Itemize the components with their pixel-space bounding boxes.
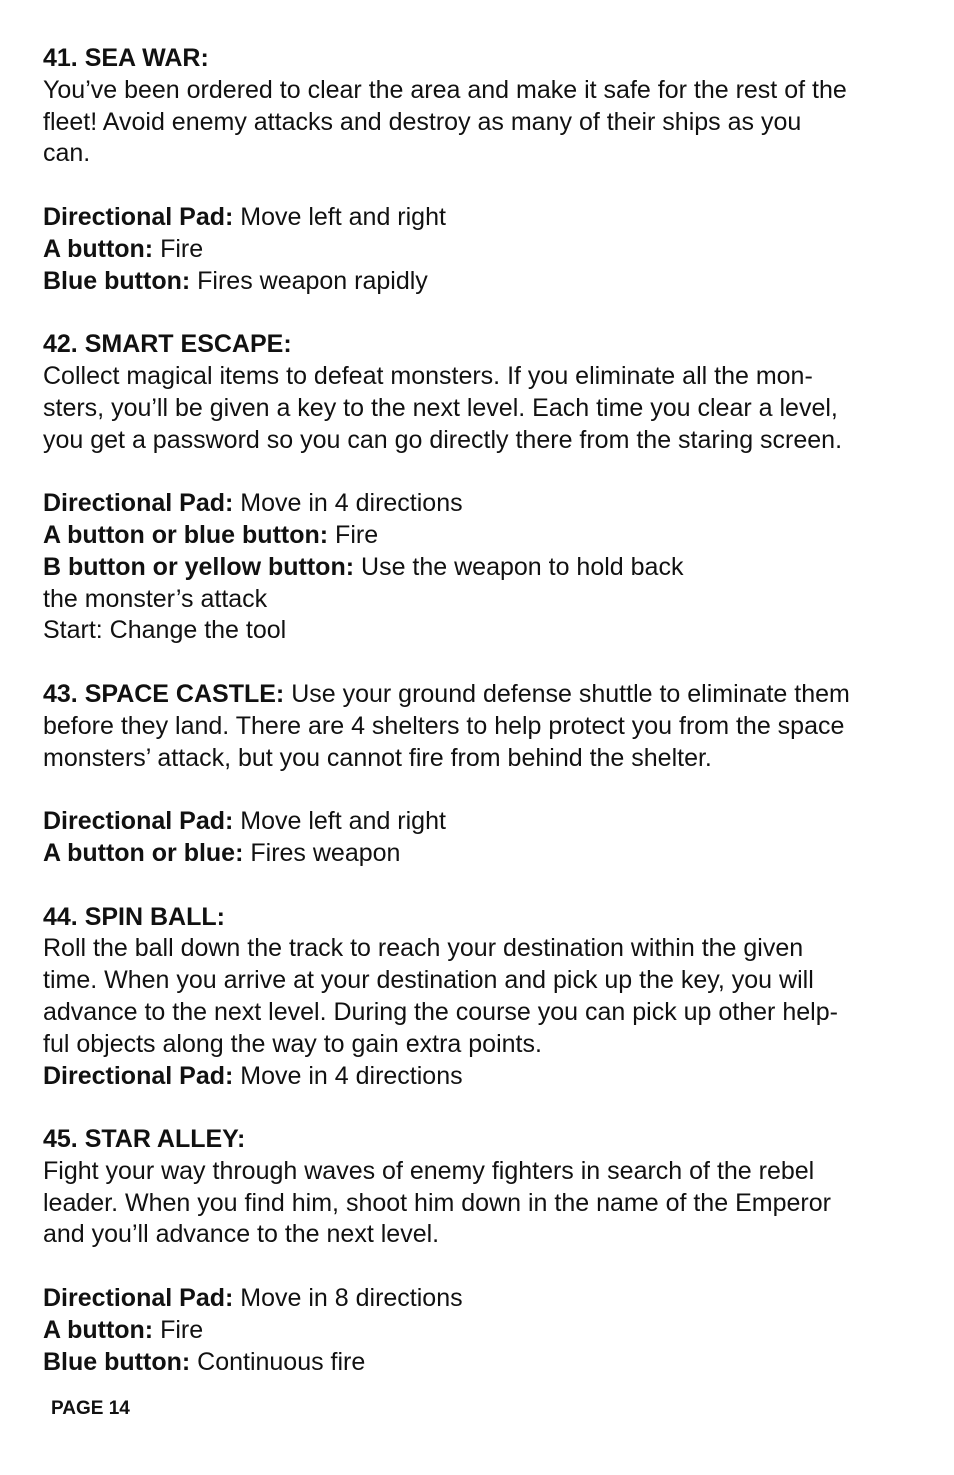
game-section-spin-ball [43,902,923,1093]
control-line [43,1283,923,1315]
spacer [43,870,923,902]
control-key: Directional Pad: [43,1061,234,1090]
control-action: Move left and right [233,807,446,836]
section-description-line: Fight your way through waves of enemy fighters in search of the rebel [43,1156,815,1185]
control-action: Continuous fire [190,1347,366,1376]
control-line [43,488,923,520]
section-description-line: Use your ground defense shuttle to eliminate them [284,679,850,708]
control-line [43,266,923,298]
section-description-line: Roll the ball down the track to reach your destination within the given [43,934,804,963]
control-key: Blue button: [43,266,191,295]
control-action: Fire [153,1315,204,1344]
manual-page [43,43,923,1378]
control-line [43,234,923,266]
section-description-line: fleet! Avoid enemy attacks and destroy as many of their ships as you [43,107,802,136]
control-line [43,838,923,870]
spacer [43,774,923,806]
control-action: Fire [153,234,204,263]
control-action: Fire [328,520,379,549]
control-key: Directional Pad: [43,202,234,231]
game-section-star-alley [43,1124,923,1378]
section-heading: 43. SPACE CASTLE: [43,679,285,708]
section-description-line: can. [43,139,91,168]
section-description-line: Collect magical items to defeat monsters. If you eliminate all the mon- [43,361,813,390]
control-line [43,1347,923,1379]
section-description-line: monsters’ attack, but you cannot fire from behind the shelter. [43,743,712,772]
control-action: Move in 8 directions [233,1284,463,1313]
spacer [43,297,923,329]
section-description-line: advance to the next level. During the course you can pick up other help- [43,997,838,1026]
control-line [43,1315,923,1347]
control-line [43,1061,923,1093]
page-number: PAGE 14 [51,1398,130,1419]
control-line [43,520,923,552]
section-heading: 44. SPIN BALL: [43,902,225,931]
section-description-line: you get a password so you can go directly there from the staring screen. [43,425,843,454]
spacer [43,1251,923,1283]
control-line [43,552,923,584]
section-heading: 42. SMART ESCAPE: [43,330,292,359]
control-key: Directional Pad: [43,807,234,836]
control-line-start: Start: Change the tool [43,616,287,645]
control-key: B button or yellow button: [43,552,355,581]
section-description-line: before they land. There are 4 shelters to help protect you from the space [43,711,845,740]
control-key: A button or blue: [43,838,244,867]
control-action: Use the weapon to hold back [354,552,684,581]
control-line [43,806,923,838]
spacer [43,647,923,679]
section-description-line: ful objects along the way to gain extra points. [43,1029,542,1058]
game-section-space-castle [43,679,923,870]
section-description-line: You’ve been ordered to clear the area and make it safe for the rest of the [43,75,847,104]
control-key: Blue button: [43,1347,191,1376]
section-description-line: sters, you’ll be given a key to the next level. Each time you clear a level, [43,393,838,422]
section-heading-line [43,679,923,711]
section-description-line: leader. When you find him, shoot him down in the name of the Emperor [43,1188,831,1217]
section-description-line: and you’ll advance to the next level. [43,1220,440,1249]
control-key: A button or blue button: [43,520,329,549]
section-heading: 41. SEA WAR: [43,44,209,72]
section-description-line: time. When you arrive at your destination and pick up the key, you will [43,966,814,995]
spacer [43,1092,923,1124]
game-section-smart-escape [43,329,923,647]
control-key: A button: [43,234,154,263]
section-heading: 45. STAR ALLEY: [43,1125,246,1154]
control-key: A button: [43,1315,154,1344]
control-continuation-line: the monster’s attack [43,584,268,613]
control-action: Move in 4 directions [233,1061,463,1090]
control-action: Move in 4 directions [233,489,463,518]
control-key: Directional Pad: [43,1284,234,1313]
control-action: Move left and right [233,202,446,231]
control-action: Fires weapon rapidly [190,266,428,295]
control-action: Fires weapon [243,838,401,867]
spacer [43,456,923,488]
spacer [43,170,923,202]
control-line [43,202,923,234]
game-section-sea-war [43,43,923,297]
control-key: Directional Pad: [43,489,234,518]
